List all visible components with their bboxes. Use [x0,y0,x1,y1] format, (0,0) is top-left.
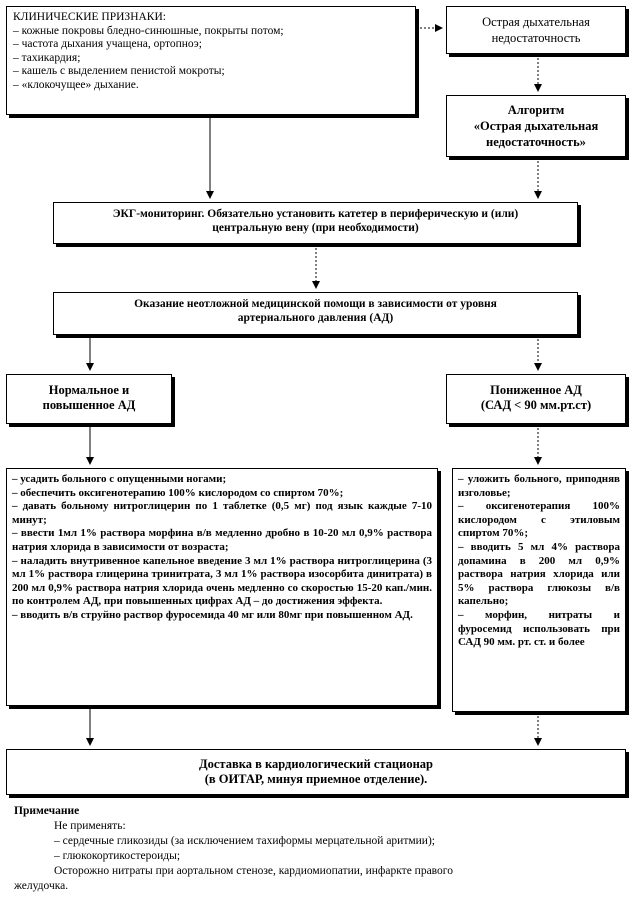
ecg-line1: ЭКГ-мониторинг. Обязательно установить катетер в периферическую и (или) [112,208,519,220]
low-bp-line2: (САД < 90 мм.рт.ст) [480,398,592,412]
low-action-item: – уложить больного, приподняв изголовье; [458,473,620,499]
clinical-sign-item: – частота дыхания учащена, ортопноэ; [13,38,202,50]
normal-bp-actions-box [6,468,438,706]
low-action-item: – оксигенотерапия 100% кислородом с этиловым спиртом 70%; [458,500,620,540]
normal-bp-line1: Нормальное и [48,383,130,397]
algorithm-line2: «Острая дыхательная [473,119,599,133]
normal-action-item: – наладить внутривенное капельное введение 3 мл 1% раствора нитроглицерина (3 мл 1% раствора глицерина тринитрата, 3 мл 1% раствора изосорбита динитрата) в 200 мл 0,9% раствора натрия хлорида очень медленно со скоростью 15-20 кап./мин. по контролем АД, при повышенных цифрах АД – до достижения эффекта. [12,554,432,608]
algorithm-line1: Алгоритм [507,103,565,117]
normal-bp-line2: повышенное АД [42,398,136,412]
clinical-sign-item: – кашель с выделением пенистой мокроты; [13,65,225,77]
normal-action-item: – вводить в/в струйно раствор фуросемида 40 мг или 80мг при повышенном АД. [12,608,413,621]
algorithm-line3: недостаточность» [486,135,586,149]
note-section [14,804,624,894]
respiratory-failure-box [446,6,626,54]
emergency-line2: артериального давления (АД) [237,311,394,324]
note-line: Осторожно нитраты при аортальном стенозе, кардиомиопатии, инфаркте правого [54,865,453,877]
ecg-monitoring-box [53,202,578,244]
note-title: Примечание [14,805,80,817]
note-line: – сердечные гликозиды (за исключением тахиформы мерцательной аритмии); [54,835,435,847]
note-line: желудочка. [14,880,69,892]
algorithm-box [446,95,626,157]
delivery-box [6,749,626,795]
note-line: – глюкокортикостероиды; [54,850,181,862]
clinical-signs-title: КЛИНИЧЕСКИЕ ПРИЗНАКИ: [13,11,166,23]
delivery-line2: (в ОИТАР, минуя приемное отделение). [204,772,428,786]
low-action-item: – вводить 5 мл 4% раствора допамина в 200 мл 0,9% раствора натрия хлорида или 5% раствора глюкозы в/в капельно; [458,540,620,608]
low-bp-actions-box [452,468,626,712]
low-bp-line1: Пониженное АД [490,383,582,397]
normal-action-item: – ввести 1мл 1% раствора морфина в/в медленно дробно в 10-20 мл 0,9% раствора натрия хлорида в зависимости от возраста; [12,527,432,553]
delivery-line1: Доставка в кардиологический стационар [199,757,433,771]
emergency-line1: Оказание неотложной медицинской помощи в зависимости от уровня [134,298,497,310]
low-bp-box [446,374,626,424]
respiratory-failure-line2: недостаточность [491,31,581,45]
normal-action-item: – усадить больного с опущенными ногами; [12,473,227,485]
emergency-care-box [53,292,578,335]
ecg-line2: центральную вену (при необходимости) [212,221,419,234]
respiratory-failure-line1: Острая дыхательная [482,15,590,29]
normal-action-item: – обеспечить оксигенотерапию 100% кислородом со спиртом 70%; [12,486,344,499]
normal-action-item: – давать больному нитроглицерин по 1 таблетке (0,5 мг) под язык каждые 7-10 минут; [12,500,432,526]
note-line: Не применять: [54,820,126,832]
clinical-signs-box [6,6,416,115]
normal-bp-box [6,374,172,424]
clinical-sign-item: – кожные покровы бледно-синюшные, покрыты потом; [13,24,284,37]
clinical-sign-item: – тахикардия; [13,51,81,64]
low-action-item: – морфин, нитраты и фуросемид использовать при САД 90 мм. рт. ст. и более [458,608,620,649]
clinical-sign-item: – «клокочущее» дыхание. [13,78,139,91]
